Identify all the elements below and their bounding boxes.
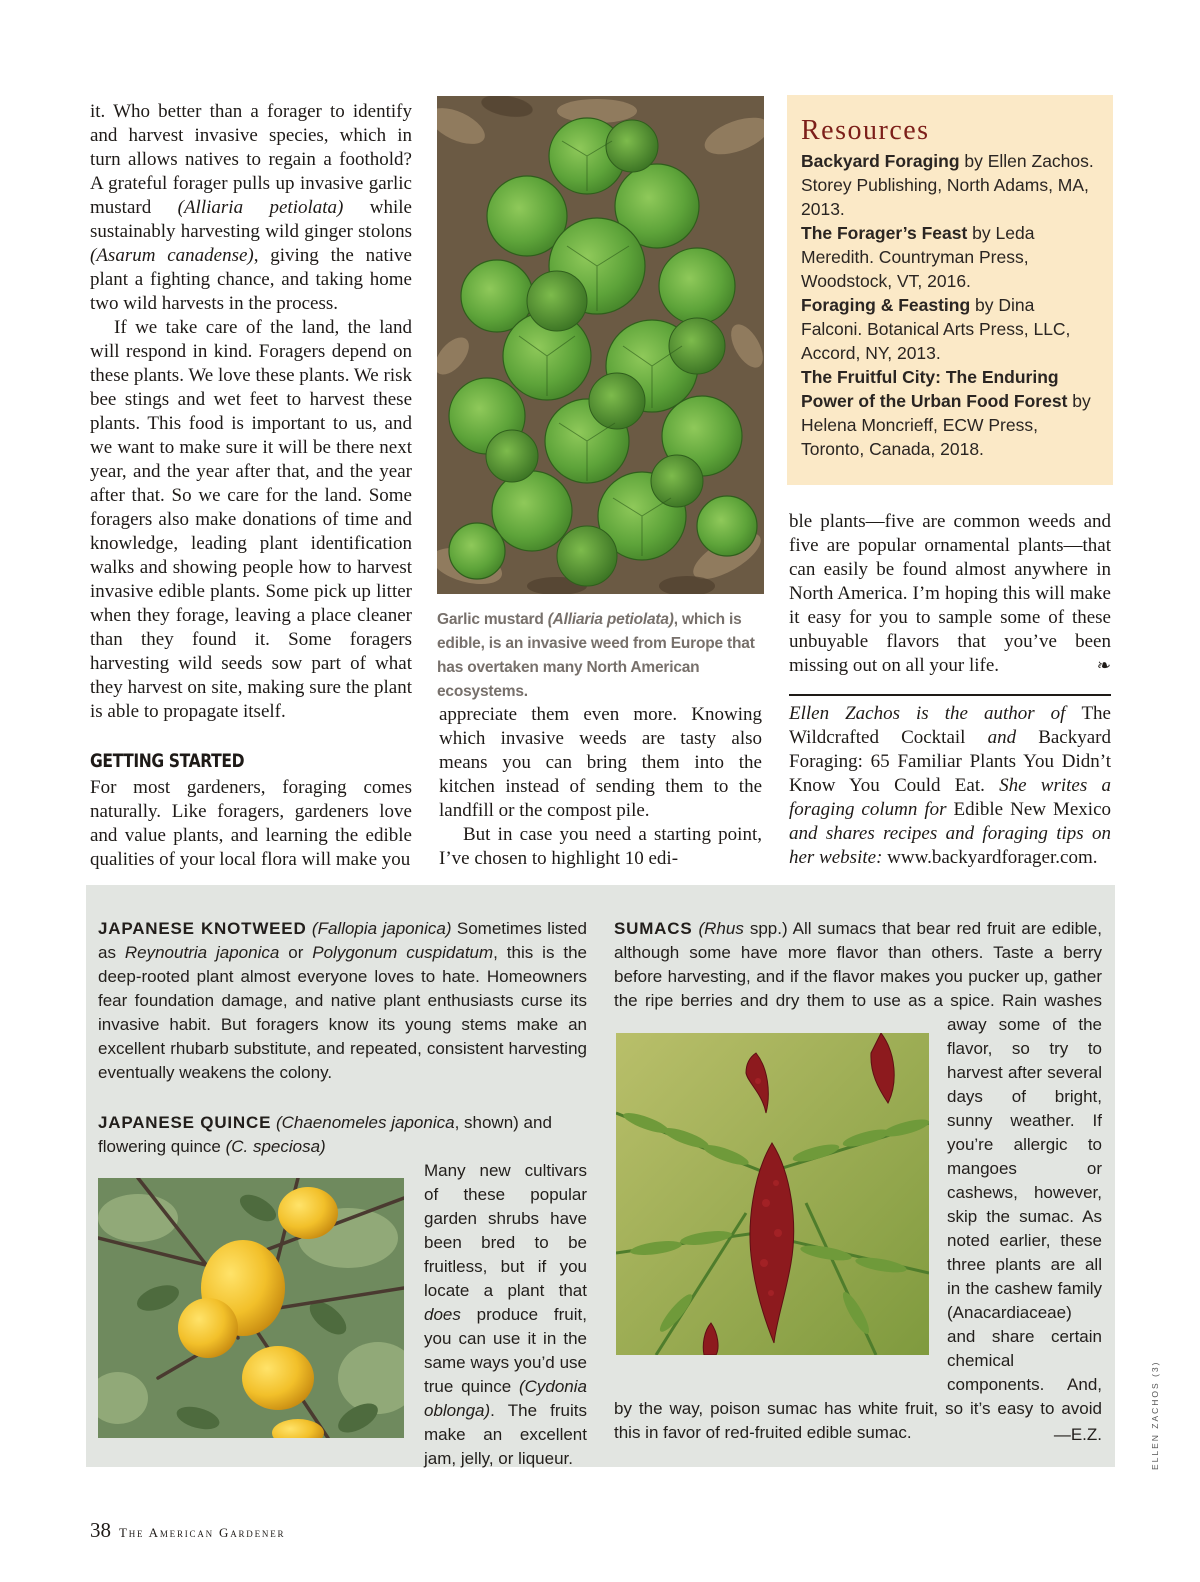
author-initials: —E.Z. xyxy=(1053,1425,1102,1444)
resources-box xyxy=(787,95,1113,485)
page-footer xyxy=(90,1518,285,1543)
article-column-1 xyxy=(90,100,412,872)
knotweed-entry: JAPANESE KNOTWEED (Fallopia japonica) Sometimes listed as Reynoutria japonica or Polygonum cuspidatum, this is the deep-rooted plant almost everyone loves to hate. Homeowners fear foundation damage, and native plant enthusiasts curse its invasive habit. But foragers know its young stems make an excellent rhubarb substitute, and repeated, consistent harvesting eventually weakens the colony. xyxy=(98,919,587,1082)
resource-item: Backyard Foraging by Ellen Zachos. Storey Publishing, North Adams, MA, 2013. xyxy=(801,151,1094,219)
end-mark-leaf-icon: ❧ xyxy=(1096,656,1111,675)
plant-profiles-sidebar xyxy=(86,885,1115,1467)
page-number: 38 xyxy=(90,1518,111,1542)
section-heading: GETTING STARTED xyxy=(90,750,245,772)
publication-name: The American Gardener xyxy=(119,1525,286,1540)
article-column-3 xyxy=(789,510,1111,678)
resources-title: Resources xyxy=(801,115,930,146)
quince-entry-head: JAPANESE QUINCE (Chaenomeles japonica, shown) and flowering quince (C. speciosa) xyxy=(98,1113,552,1156)
author-bio: Ellen Zachos is the author of The Wildcrafted Cocktail and Backyard Foraging: 65 Familiar Plants You Didn’t Know You Could Eat. She writes a foraging column for Edible New Mexico and shares recipes and foraging tips on her website: www.backyardforager.com. xyxy=(789,703,1111,868)
resource-item: The Forager’s Feast by Leda Meredith. Countryman Press, Woodstock, VT, 2016. xyxy=(801,223,1035,291)
resource-item: The Fruitful City: The Enduring Power of the Urban Food Forest by Helena Moncrieff, ECW Press, Toronto, Canada, 2018. xyxy=(801,367,1091,459)
paragraph: If we take care of the land, the land will respond in kind. Foragers depend on these plants. We love these plants. We risk bee stings and wet feet to harvest these plants. This food is important to us, and we want to make sure it will be there next year, and the year after that, and the year after that. So we care for the land. Some foragers also make donations of time and knowledge, leading plant identification walks and showing people how to harvest invasive edible plants. Some pick up litter when they forage, leaving a place cleaner than they found it. Some foragers harvesting wild seeds sow part of what they harvest on site, making sure the plant is able to propagate itself. xyxy=(90,317,412,722)
quince-entry-body: Many new cultivars of these popular garden shrubs have been bred to be fruitless, but if you locate a plant that does produce fruit, you can use it in the same ways you’d use true quince (Cydonia oblonga). The fruits make an excellent jam, jelly, or liqueur. xyxy=(424,1161,587,1468)
sumacs-entry: SUMACS (Rhus spp.) All sumacs that bear red fruit are edible, although some have more flavor than others. Taste a berry before harvesting, and if the flavor makes you pucker up, gather the ripe berries and dry them to use as a spice. Rain washes away some of the flavor, so try to harvest after several days of bright, sunny weather. If you’re allergic to mangoes or cashews, however, skip the sumac. As noted earlier, these three plants are all in the cashew family (Anacardiaceae) and share certain chemical components. And, by the way, poison sumac has white fruit, so it’s easy to avoid this in favor of red-fruited edible sumac. xyxy=(614,919,1102,1442)
article-column-2 xyxy=(439,703,762,871)
text-wrap-spacer xyxy=(614,1013,947,1397)
paragraph: But in case you need a starting point, I’ve chosen to highlight 10 edi- xyxy=(439,824,762,869)
japanese-quince-photo xyxy=(98,1178,404,1438)
paragraph: For most gardeners, foraging comes naturally. Like foragers, gardeners love and value plants, and learning the edible qualities of your local flora will make you xyxy=(90,777,412,870)
photo-caption: Garlic mustard (Alliaria petiolata), which is edible, is an invasive weed from Europe that has overtaken many North American ecosystems. xyxy=(437,611,755,700)
paragraph: appreciate them even more. Knowing which invasive weeds are tasty also means you can bring them into the kitchen instead of sending them to the landfill or the compost pile. xyxy=(439,704,762,821)
photo-credit: ELLEN ZACHOS (3) xyxy=(1150,1360,1160,1470)
paragraph: ble plants—five are common weeds and five are popular ornamental plants—that can easily be found almost anywhere in North America. I’m hoping this will make it easy for you to sample some of these unbuyable flavors that you’ve been missing out on all your life. ❧ xyxy=(789,511,1111,676)
resource-item: Foraging & Feasting by Dina Falconi. Botanical Arts Press, LLC, Accord, NY, 2013. xyxy=(801,295,1071,363)
garlic-mustard-photo xyxy=(437,96,764,594)
paragraph: it. Who better than a forager to identify and harvest invasive species, which in turn allows natives to regain a foothold? A grateful forager pulls up invasive garlic mustard (Alliaria petiolata) while sustainably harvesting wild ginger stolons (Asarum canadense), giving the native plant a fighting chance, and taking home two wild harvests in the process. xyxy=(90,101,412,314)
bio-divider xyxy=(789,694,1111,696)
